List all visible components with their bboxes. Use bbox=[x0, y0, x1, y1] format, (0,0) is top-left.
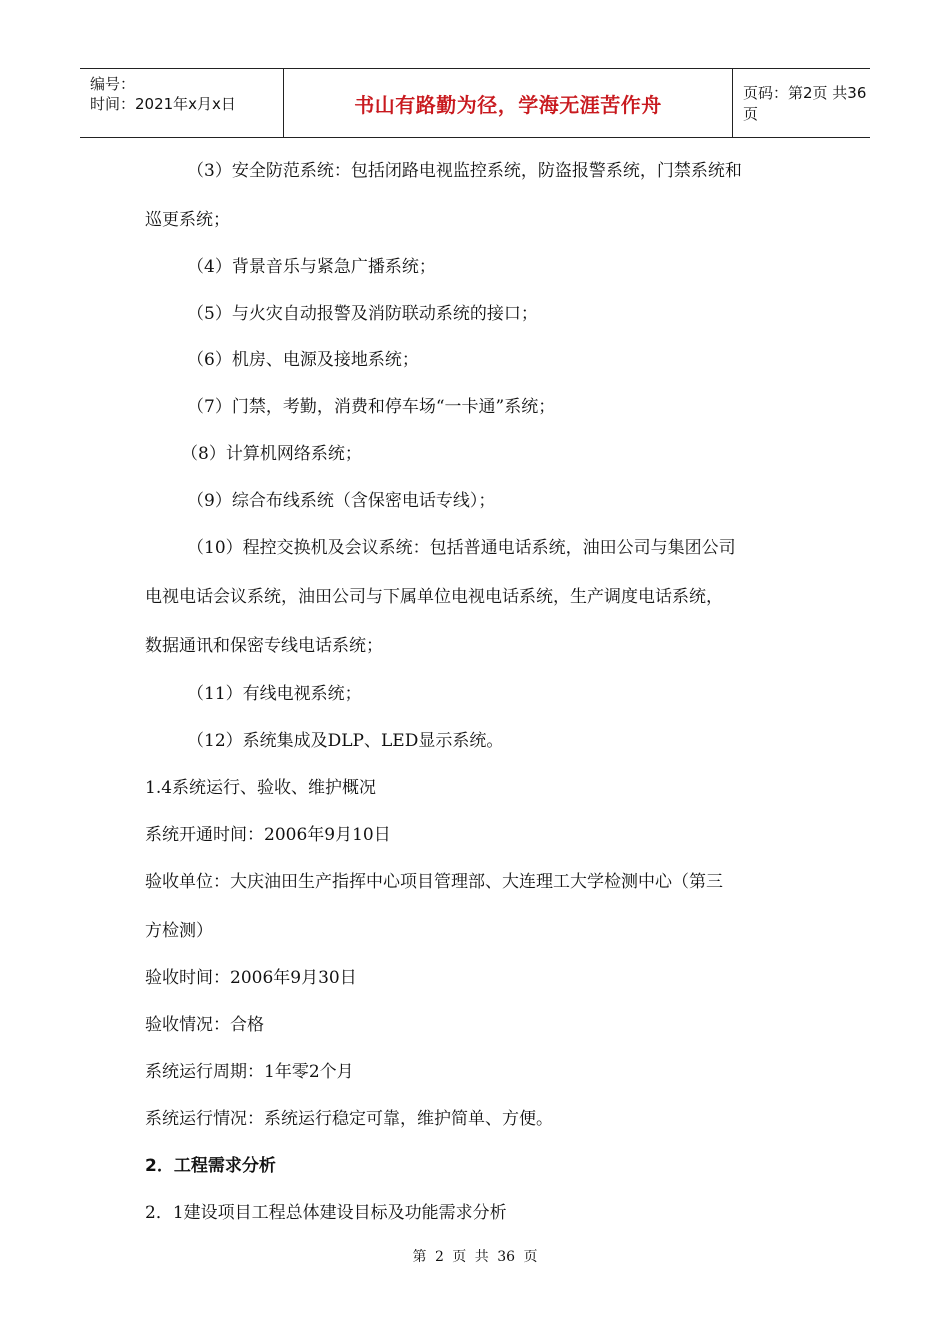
page-header bbox=[80, 68, 870, 138]
acceptance-status-line: 验收情况：合格 bbox=[145, 1015, 264, 1035]
header-page-label: 页码：第2页 共36页 bbox=[743, 84, 867, 123]
page-footer: 第 2 页 共 36 页 bbox=[412, 1249, 538, 1265]
paragraph-11: （11）有线电视系统； bbox=[187, 684, 362, 704]
paragraph-5: （5）与火灾自动报警及消防联动系统的接口； bbox=[187, 304, 538, 324]
paragraph-7: （7）门禁，考勤，消费和停车场“一卡通”系统； bbox=[187, 397, 556, 417]
paragraph-9: （9）综合布线系统（含保密电话专线）； bbox=[187, 491, 496, 511]
header-motto: 书山有路勤为径，学海无涯苦作舟 bbox=[354, 92, 662, 117]
opening-time-line: 系统开通时间：2006年9月10日 bbox=[145, 825, 391, 845]
header-info-cell bbox=[80, 69, 283, 137]
acceptance-time-line: 验收时间：2006年9月30日 bbox=[145, 968, 357, 988]
paragraph-6: （6）机房、电源及接地系统； bbox=[187, 350, 419, 370]
paragraph-8: （8）计算机网络系统； bbox=[181, 444, 362, 464]
section-heading-2-1: 2．1建设项目工程总体建设目标及功能需求分析 bbox=[145, 1203, 507, 1223]
document-number-label: 编号： bbox=[90, 75, 136, 93]
paragraph-4: （4）背景音乐与紧急广播系统； bbox=[187, 257, 436, 277]
operation-period-line: 系统运行周期：1年零2个月 bbox=[145, 1062, 354, 1082]
paragraph-10-cont-1: 电视电话会议系统，油田公司与下属单位电视电话系统，生产调度电话系统， bbox=[145, 587, 723, 607]
header-motto-cell bbox=[283, 69, 733, 137]
document-time-label: 时间：2021年x月x日 bbox=[90, 95, 236, 113]
operation-status-line: 系统运行情况：系统运行稳定可靠，维护简单、方便。 bbox=[145, 1109, 553, 1129]
paragraph-3: （3）安全防范系统：包括闭路电视监控系统，防盗报警系统，门禁系统和 bbox=[187, 161, 742, 181]
acceptance-unit-line: 验收单位：大庆油田生产指挥中心项目管理部、大连理工大学检测中心（第三 bbox=[145, 872, 723, 892]
section-heading-1-4: 1.4系统运行、验收、维护概况 bbox=[145, 778, 377, 798]
section-heading-2: 2．工程需求分析 bbox=[145, 1156, 276, 1176]
header-page-cell bbox=[733, 69, 870, 137]
paragraph-10-cont-2: 数据通讯和保密专线电话系统； bbox=[145, 636, 383, 656]
paragraph-3-cont: 巡更系统； bbox=[145, 210, 230, 230]
paragraph-10: （10）程控交换机及会议系统：包括普通电话系统，油田公司与集团公司 bbox=[187, 538, 736, 558]
acceptance-unit-cont: 方检测） bbox=[145, 921, 213, 941]
paragraph-12: （12）系统集成及DLP、LED显示系统。 bbox=[187, 731, 504, 751]
